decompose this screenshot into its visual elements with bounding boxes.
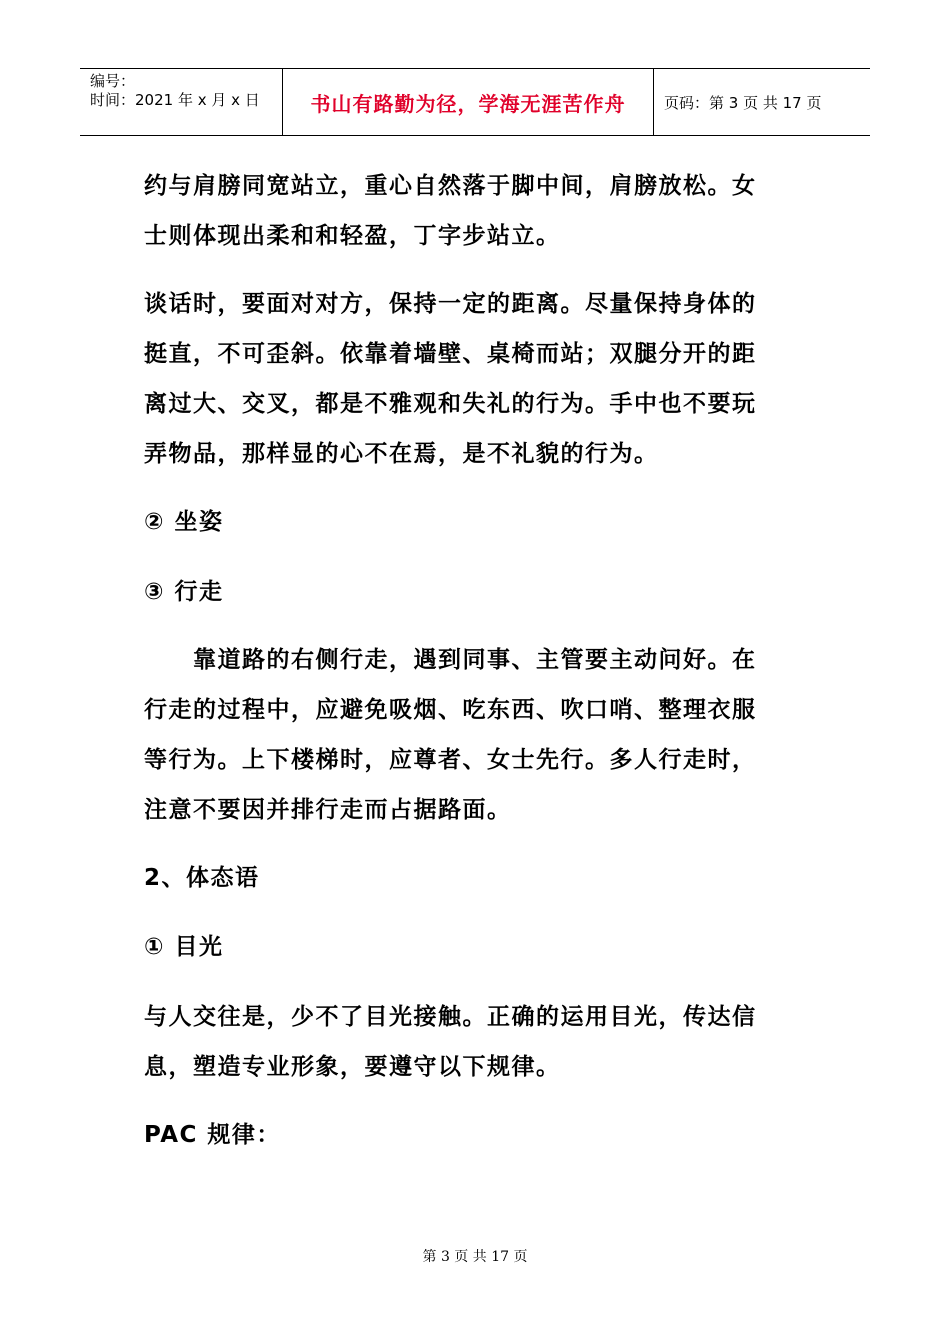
header-motto: 书山有路勤为径，学海无涯苦作舟: [310, 91, 626, 116]
text-line: 息，塑造专业形象，要遵守以下规律。: [144, 1054, 561, 1080]
header-page-info: 页码：第 3 页 共 17 页: [664, 93, 822, 112]
text-line: 注意不要因并排行走而占据路面。: [144, 797, 512, 823]
text-line: 离过大、交叉，都是不雅观和失礼的行为。手中也不要玩: [144, 391, 757, 417]
text-line: 靠道路的右侧行走，遇到同事、主管要主动问好。在: [144, 647, 757, 673]
section-heading-sitting: ② 坐姿: [144, 509, 224, 535]
text-line: 与人交往是，少不了目光接触。正确的运用目光，传达信: [144, 1004, 757, 1030]
text-line: 约与肩膀同宽站立，重心自然落于脚中间，肩膀放松。女: [144, 173, 757, 199]
header-meta-cell: [80, 69, 282, 135]
page-footer: 第 3 页 共 17 页: [422, 1249, 528, 1265]
page-header: [80, 68, 870, 136]
text-line: 等行为。上下楼梯时，应尊者、女士先行。多人行走时，: [144, 747, 757, 773]
section-heading-gaze: ① 目光: [144, 934, 224, 960]
text-line: 弄物品，那样显的心不在焉，是不礼貌的行为。: [144, 441, 659, 467]
header-motto-cell: [282, 69, 654, 135]
text-line: 挺直，不可歪斜。依靠着墙壁、桌椅而站；双腿分开的距: [144, 341, 757, 367]
text-line: 行走的过程中，应避免吸烟、吃东西、吹口哨、整理衣服: [144, 697, 757, 723]
text-line: 谈话时，要面对对方，保持一定的距离。尽量保持身体的: [144, 291, 757, 317]
document-number-label: 编号：: [90, 72, 136, 90]
text-line: 士则体现出柔和和轻盈，丁字步站立。: [144, 223, 561, 249]
section-heading-walking: ③ 行走: [144, 579, 224, 605]
document-date-label: 时间：2021 年 x 月 x 日: [90, 91, 260, 109]
section-heading-pac-rule: PAC 规律：: [144, 1122, 281, 1148]
section-heading-body-language: 2、体态语: [144, 865, 260, 891]
header-page-cell: [654, 69, 870, 135]
